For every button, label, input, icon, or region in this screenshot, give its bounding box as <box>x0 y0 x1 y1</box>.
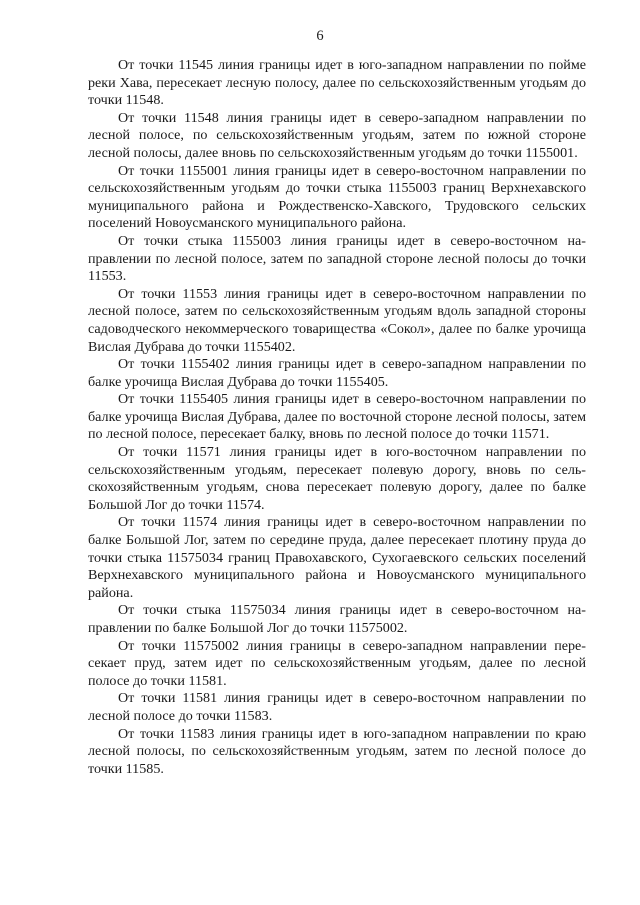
paragraph-12: От точки 11581 линия границы идет в северо-восточном направлении по лесной полосе до точки 11583. <box>88 690 586 724</box>
paragraph-5: От точки 11553 линия границы идет в северо-восточном направлении по лесной полосе, затем по сельскохозяйственным угодьям вдоль западной стороны садоводческого некоммерческого товарищества «Сокол», далее по балке урочища Вислая Дубрава до точки 1155402. <box>88 285 586 355</box>
paragraph-11: От точки 11575002 линия границы в северо-западном направлении пересекает пруд, затем идет по сельскохозяйственным угодьям, далее по лесной полосе до точки 11581. <box>88 637 586 689</box>
page-number: 6 <box>316 28 324 44</box>
document-body <box>88 57 586 778</box>
paragraph-3: От точки 1155001 линия границы идет в северо-восточном направлении по сельскохозяйственным угодьям до точки стыка 1155003 границ Верхнехавского муниципального района и Рождественско-Хавского, Трудовского сельских поселений Новоусманского муниципального района. <box>88 162 586 232</box>
paragraph-6: От точки 1155402 линия границы идет в северо-западном направлении по балке урочища Вислая Дубрава до точки 1155405. <box>88 356 586 390</box>
paragraph-9: От точки 11574 линия границы идет в северо-восточном направлении по балке Большой Лог, затем по середине пруда, далее пересекает плотину пруда до точки стыка 11575034 границ Правохавского, Сухогаевского сельских поселений Верхнехавского муниципального района и Новоусманского муниципального района. <box>88 514 586 601</box>
paragraph-1: От точки 11545 линия границы идет в юго-западном направлении по пойме реки Хава, пересекает лесную полосу, далее по сельскохозяйственным угодьям до точки 11548. <box>88 57 586 109</box>
paragraph-7: От точки 1155405 линия границы идет в северо-восточном направлении по балке урочища Вислая Дубрава, далее по восточной стороне лесной полосы, затем по лесной полосе, пересекает балку, вновь по лесной полосе до точки 11571. <box>88 391 586 443</box>
paragraph-4: От точки стыка 1155003 линия границы идет в северо-восточном направлении по лесной полосе, затем по западной стороне лесной полосы до точки 11553. <box>88 232 586 285</box>
paragraph-8: От точки 11571 линия границы идет в юго-восточном направлении по сельскохозяйственным угодьям, пересекает полевую дорогу, вновь по сельскохозяйственным угодьям, снова пересекает полевую дорогу, далее по балке Большой Лог до точки 11574. <box>88 444 586 513</box>
paragraph-13: От точки 11583 линия границы идет в юго-западном направлении по краю лесной полосы, по сельскохозяйственным угодьям, затем по лесной полосе до точки 11585. <box>88 725 586 777</box>
paragraph-2: От точки 11548 линия границы идет в северо-западном направлении по лесной полосе, по сельскохозяйственным угодьям, затем по южной стороне лесной полосы, далее вновь по сельскохозяйственным угодьям до точки 1155001. <box>88 109 586 161</box>
paragraph-10: От точки стыка 11575034 линия границы идет в северо-восточном направлении по балке Большой Лог до точки 11575002. <box>88 602 586 636</box>
